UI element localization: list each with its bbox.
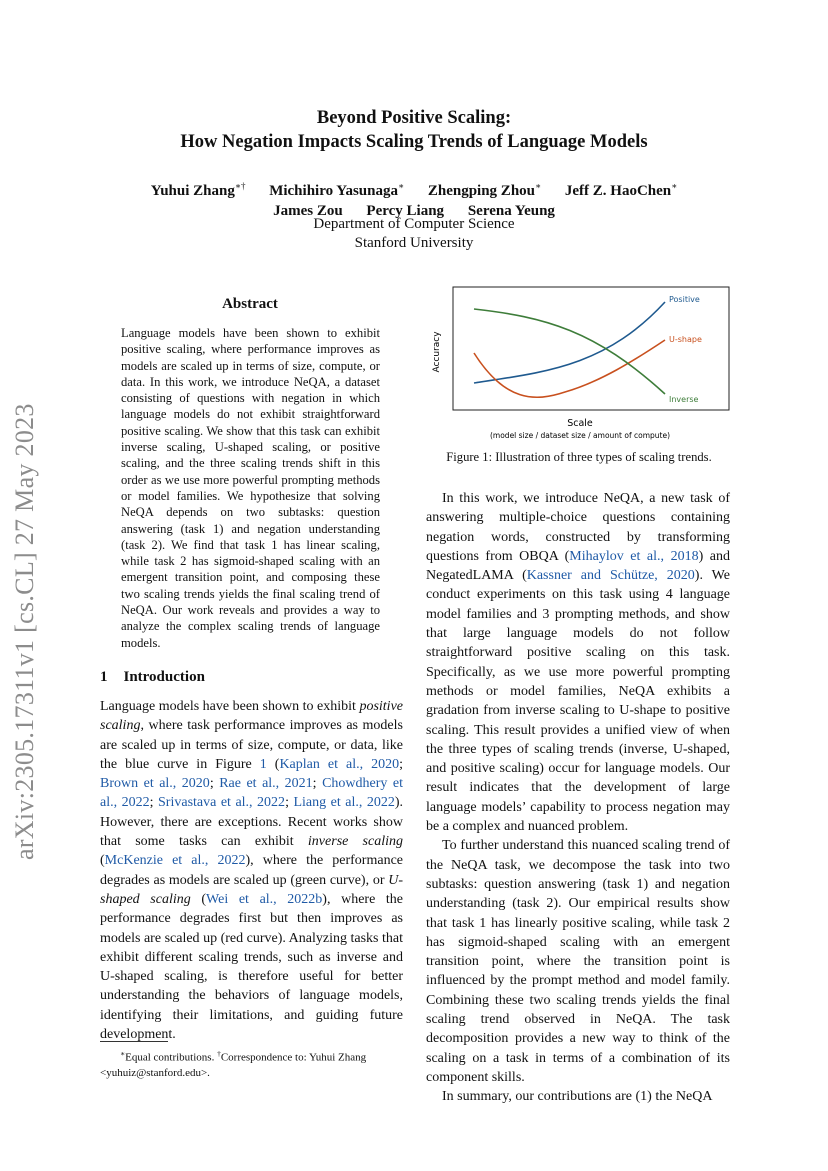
author: Percy Liang — [366, 203, 445, 219]
abstract-text: Language models have been shown to exhibit positive scaling, where performance improves as models are scaled up in terms of size, compute, or data. In this work, we introduce NeQA, a dataset consisting of questions with negation in which language models do not exhibit straightforward positive scaling. We show that this task can exhibit inverse scaling, U-shaped scaling, or positive scaling, and the three scaling trends shift in this order as we use more powerful prompting methods or model families. We hypothesize that solving NeQA depends on two subtasks: question answering (task 1) and negation understanding (task 2). We find that task 1 has linear scaling, while task 2 has sigmoid-shaped scaling with an emergent transition point, and composing these two scaling trends yields the final scaling trend of NeQA. Our work reveals and provides a way to analyze the complex scaling trends of language models. — [121, 326, 380, 650]
paper-title — [0, 106, 828, 154]
paragraph: To further understand this nuanced scaling trend of the NeQA task, we decompose the task into two subtasks: question answering (task 1) and negation understanding (task 2). Our empirical results show that task 1 has linearly positive scaling, while task 2 has sigmoid-shaped scaling with an emergent transition point, where the transition point is influenced by the prompt method and model family. Combining these two scaling trends yields the final scaling trend observed in NeQA. The task decomposition provides a new way to think of the scaling on a task in terms of a combination of its component skills. — [426, 838, 730, 1085]
department: Department of Computer Science — [313, 216, 515, 232]
author: Serena Yeung — [467, 203, 555, 219]
citation-link[interactable]: 1 — [259, 756, 267, 772]
author: Zhengping Zhou∗ — [427, 181, 542, 199]
section-number: 1 — [100, 669, 108, 685]
scaling-trends-figure — [425, 282, 733, 448]
footnote: ∗Equal contributions. †Correspondence to: Yuhui Zhang <yuhuiz@stanford.edu>. — [100, 1049, 367, 1079]
citation-link[interactable]: Kaplan et al., 2020 — [279, 756, 400, 772]
inverse-curve — [474, 309, 665, 394]
citation-link[interactable]: Liang et al., 2022 — [293, 795, 395, 811]
paragraph: In this work, we introduce NeQA, a new task of answering multiple-choice questions containing negation words, constructed by transforming questions from OBQA (Mihaylov et al., 2018) and NegatedLAMA (Kassner and Schütze, 2020). We conduct experiments on this task using 4 language model families and 3 prompting methods, and show that large language models do not follow straightforward positive scaling on this task. Specifically, as we use more powerful prompting methods or model families, NeQA exhibits a gradation from inverse scaling to U-shape to positive scaling. This result provides a unified view of when the three types of scaling trends (inverse, U-shaped, and positive scaling) occur for language models. Our result indicates that the development of large language models’ capability to process negation may be a complex and nuanced problem. — [426, 491, 730, 835]
arxiv-stamp: arXiv:2305.17311v1 [cs.CL] 27 May 2023 — [10, 403, 39, 860]
u-shape-curve — [474, 340, 665, 397]
citation-link[interactable]: Srivastava et al., 2022 — [158, 795, 286, 811]
citation-link[interactable]: Rae et al., 2021 — [219, 776, 313, 792]
citation-link[interactable]: Mihaylov et al., 2018 — [569, 548, 699, 564]
footnote-rule — [100, 1041, 168, 1042]
affiliation — [0, 215, 828, 253]
citation-link[interactable]: Kassner and Schütze, 2020 — [526, 568, 695, 584]
abstract-heading: Abstract — [222, 296, 278, 312]
citation-link[interactable]: McKenzie et al., 2022 — [104, 853, 246, 869]
figure-caption: Figure 1: Illustration of three types of scaling trends. — [446, 450, 712, 464]
intro-paragraph: Language models have been shown to exhibit positive scaling, where task performance improves as models are scaled up in terms of size, compute, or data, like the blue curve in Figure 1 (Kaplan et al., 2020; Brown et al., 2020; Rae et al., 2021; Chowdhery et al., 2022; Srivastava et al., 2022; Liang et al., 2022). However, there are exceptions. Recent works show that some tasks can exhibit inverse scaling (McKenzie et al., 2022), where the performance degrades as models are scaled up (green curve), or U-shaped scaling (Wei et al., 2022b), where the performance degrades first but then improves as models are scaled up (red curve). Analyzing tasks that exhibit different scaling trends, such as inverse and U-shaped scaling, is therefore useful for better understanding the behaviors of language models, identifying their limitations, and guiding future development. — [100, 699, 404, 1043]
title-line-2: How Negation Impacts Scaling Trends of Language Models — [180, 132, 648, 152]
legend-inverse: Inverse — [669, 395, 699, 404]
paragraph: In summary, our contributions are (1) the NeQA — [442, 1089, 713, 1105]
citation-link[interactable]: Wei et al., 2022b — [206, 891, 323, 907]
plot-frame — [453, 287, 729, 410]
x-axis-label: Scale — [567, 418, 593, 429]
author: Yuhui Zhang∗† — [150, 181, 246, 199]
section-title: Introduction — [123, 669, 205, 685]
citation-link[interactable]: Brown et al., 2020 — [100, 776, 210, 792]
author: James Zou — [273, 203, 343, 219]
title-line-1: Beyond Positive Scaling: — [316, 108, 512, 128]
citation-link[interactable]: Chowdhery et al., 2022 — [100, 776, 403, 811]
author-row-1 — [0, 176, 828, 201]
right-column — [426, 489, 730, 1107]
y-axis-label: Accuracy — [432, 331, 442, 373]
author: Jeff Z. HaoChen∗ — [564, 181, 678, 199]
university: Stanford University — [354, 235, 474, 251]
x-axis-sublabel: (model size / dataset size / amount of compute) — [489, 431, 671, 440]
legend-u-shape: U-shape — [669, 335, 702, 344]
author: Michihiro Yasunaga∗ — [269, 181, 405, 199]
section-heading — [100, 669, 205, 686]
legend-positive: Positive — [669, 295, 700, 304]
